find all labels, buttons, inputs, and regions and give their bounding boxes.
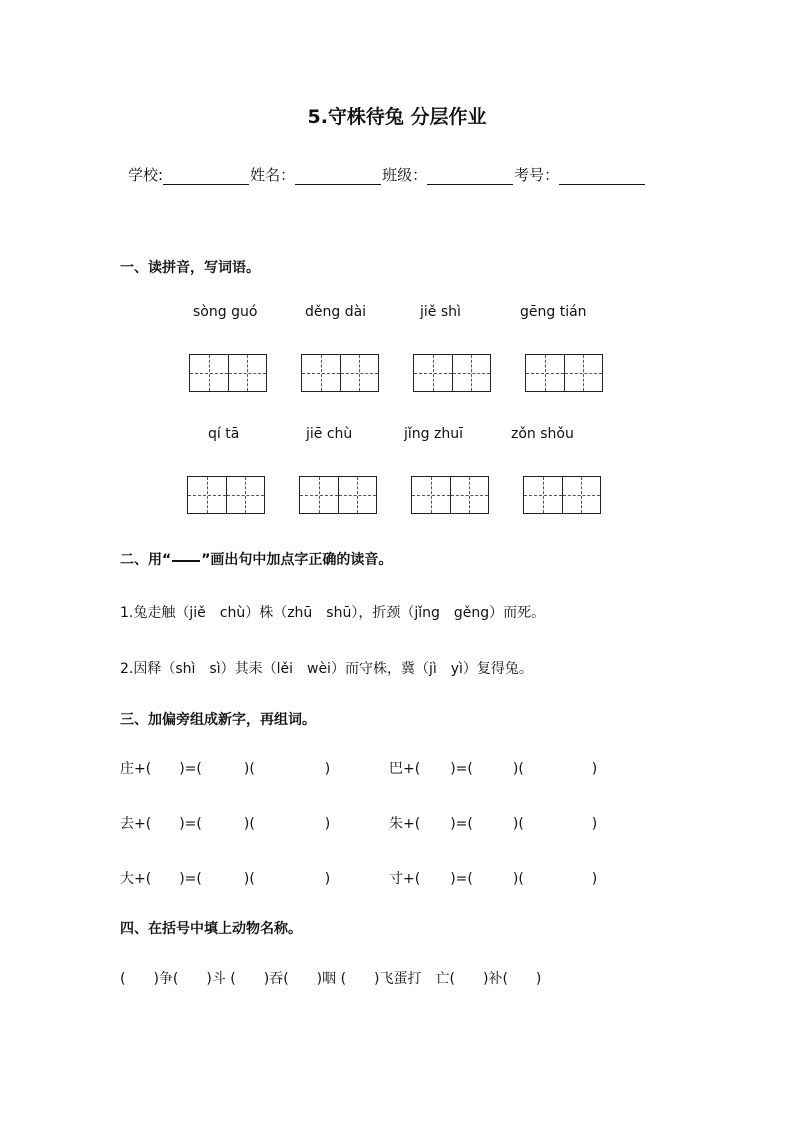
- pinyin-8: zǒn shǒu: [511, 426, 574, 442]
- underline-symbol: [172, 560, 200, 562]
- school-label: 学校:: [128, 166, 164, 184]
- pinyin-1: sòng guó: [193, 304, 258, 320]
- section3-heading: 三、加偏旁组成新字，再组词。: [120, 712, 316, 728]
- writing-grid[interactable]: [523, 476, 601, 514]
- writing-grid[interactable]: [413, 354, 491, 392]
- radical-char: 寸: [389, 871, 403, 887]
- writing-grid[interactable]: [411, 476, 489, 514]
- radical-row: 去+( )=( )( ): [120, 816, 331, 832]
- radical-row: 庄+( )=( )( ): [120, 761, 331, 777]
- pinyin-3: jiě shì: [420, 304, 461, 320]
- radical-char: 巴: [389, 761, 403, 777]
- writing-grid[interactable]: [301, 354, 379, 392]
- section4-heading: 四、在括号中填上动物名称。: [120, 921, 302, 937]
- student-info-line: [128, 164, 646, 185]
- page-title: 5.守株待兔 分层作业: [307, 106, 487, 128]
- radical-char: 朱: [389, 816, 403, 832]
- pinyin-7: jǐng zhuī: [404, 426, 463, 442]
- radical-row: 大+( )=( )( ): [120, 871, 331, 887]
- school-blank[interactable]: [163, 184, 249, 185]
- pinyin-6: jiē chù: [306, 426, 353, 442]
- writing-grid[interactable]: [187, 476, 265, 514]
- radical-row: 巴+( )=( )( ): [389, 761, 598, 777]
- pinyin-2: děng dài: [305, 304, 367, 320]
- pinyin-4: gēng tián: [520, 304, 587, 320]
- radical-row: 寸+( )=( )( ): [389, 871, 598, 887]
- radical-char: 大: [120, 871, 134, 887]
- section2-heading: 二、用“ ”画出句中加点字正确的读音。: [120, 552, 393, 568]
- sentence-1: 1.兔走触（jiě chù）株（zhū shū），折颈（jǐng gěng）而死。: [120, 605, 546, 621]
- writing-grid[interactable]: [189, 354, 267, 392]
- radical-char: 去: [120, 816, 134, 832]
- radical-row: 朱+( )=( )( ): [389, 816, 598, 832]
- number-label: 考号：: [514, 166, 560, 184]
- sentence-2: 2.因释（shì sì）其耒（lěi wèi）而守株，冀（jì yì）复得兔。: [120, 661, 533, 677]
- pinyin-5: qí tā: [208, 426, 240, 442]
- class-label: 班级：: [382, 166, 428, 184]
- writing-grid[interactable]: [525, 354, 603, 392]
- number-blank[interactable]: [559, 184, 645, 185]
- idiom-fill-line: ( )争( )斗 ( )吞( )咽 ( )飞蛋打 亡( )补( ): [120, 971, 542, 987]
- radical-char: 庄: [120, 761, 134, 777]
- name-label: 姓名：: [250, 166, 296, 184]
- name-blank[interactable]: [295, 184, 381, 185]
- section1-heading: 一、读拼音，写词语。: [120, 260, 260, 276]
- writing-grid[interactable]: [299, 476, 377, 514]
- class-blank[interactable]: [427, 184, 513, 185]
